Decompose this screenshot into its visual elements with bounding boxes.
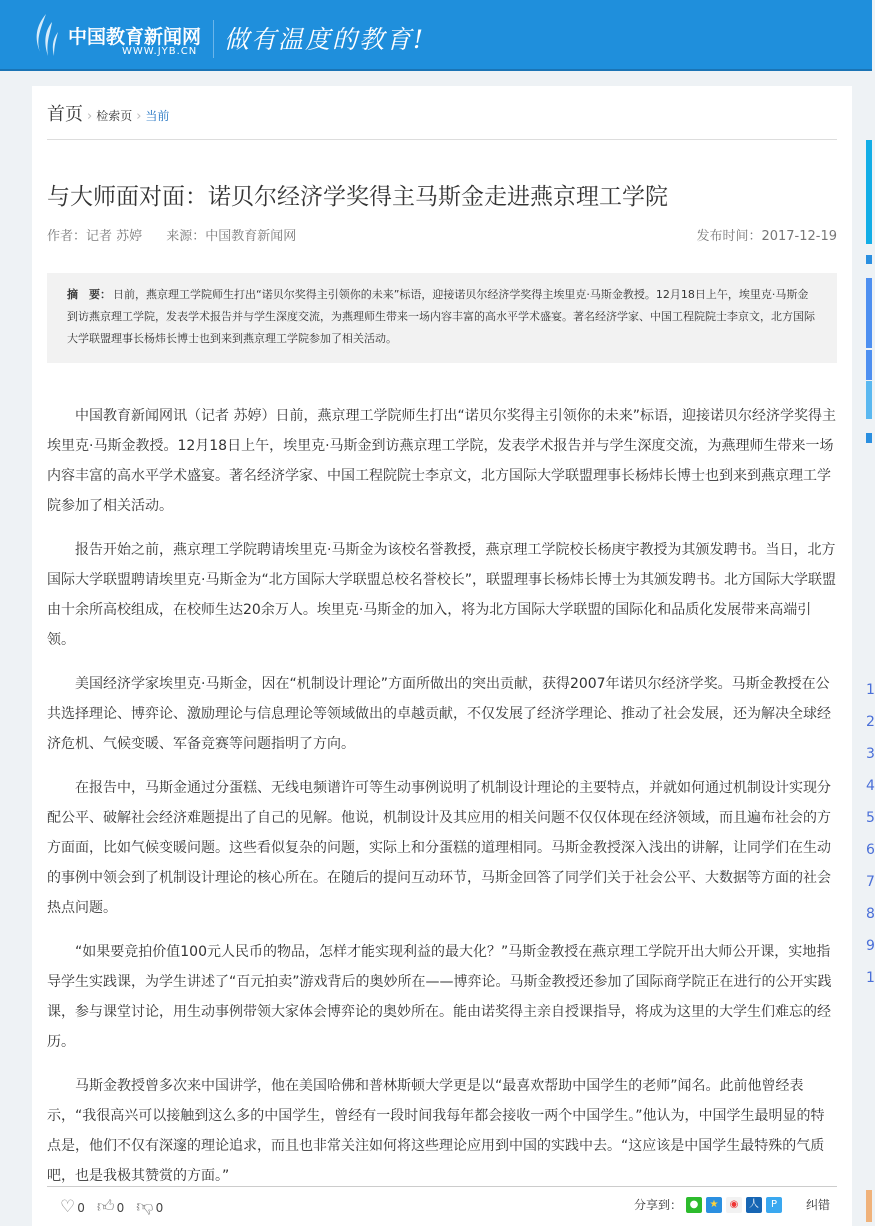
summary-box — [47, 273, 837, 363]
header-divider — [213, 20, 214, 58]
summary-text: 日前，燕京理工学院师生打出“诺贝尔奖得主引领你的未来”标语，迎接诺贝尔经济学奖得主埃里克·马斯金教授。12月18日上午，埃里克·马斯金到访燕京理工学院，发表学术报告并与学生深度交流，为燕理师生带来一场内容丰富的高水平学术盛宴。著名经济学家、中国工程院院士李京文，北方国际大学联盟理事长杨炜长博士也到来到燕京理工学院参加了相关活动。 — [67, 288, 815, 345]
source: 来源：中国教育新闻网 — [166, 229, 297, 244]
breadcrumb-home[interactable]: 首页 — [47, 104, 83, 125]
rank-number[interactable]: 8 — [866, 906, 875, 922]
publish-date: 发布时间：2017-12-19 — [696, 229, 837, 244]
rank-number[interactable]: 7 — [866, 874, 875, 890]
rank-number[interactable]: 1 — [866, 682, 875, 698]
share-bar — [634, 1196, 830, 1213]
site-header — [0, 0, 872, 71]
breadcrumb-search[interactable]: 检索页 — [96, 109, 133, 123]
paragraph: 美国经济学家埃里克·马斯金，因在“机制设计理论”方面所做出的突出贡献，获得2007年诺贝尔经济学奖。马斯金教授在公共选择理论、博弈论、激励理论与信息理论等领域做出的卓越贡献，不仅发展了经济学理论、推动了社会发展，还为解决全球经济危机、气候变暖、军备竞赛等问题指明了方向。 — [47, 676, 831, 752]
divider — [47, 139, 837, 140]
article-body — [47, 401, 837, 1205]
down-count: 0 — [155, 1201, 164, 1215]
thumbs-up-button[interactable] — [97, 1196, 124, 1217]
breadcrumb — [47, 100, 169, 126]
rank-number[interactable]: 1 — [866, 970, 875, 986]
flame-logo-icon — [32, 12, 62, 58]
reaction-bar — [60, 1196, 163, 1217]
logo-text[interactable]: 中国教育新闻网 — [68, 26, 202, 48]
paragraph: 马斯金教授曾多次来中国讲学，他在美国哈佛和普林斯顿大学更是以“最喜欢帮助中国学生的老师”闻名。此前他曾经表示，“我很高兴可以接触到这么多的中国学生，曾经有一段时间我每年都会接收一两个中国学生。”他认为，中国学生最明显的特点是，他们不仅有深邃的理论追求，而且也非常关注如何将这些理论应用到中国的实践中去。“这应该是中国学生最特殊的气质吧，也是我极其赞赏的方面。” — [47, 1078, 825, 1184]
sidebar-banner[interactable] — [866, 140, 872, 244]
right-sidebar — [866, 0, 875, 1222]
article-container — [32, 86, 852, 1226]
breadcrumb-current[interactable]: 当前 — [145, 109, 170, 123]
heart-icon: ♡ — [60, 1196, 76, 1217]
rank-number[interactable]: 3 — [866, 746, 875, 762]
paragraph: “如果要竞拍价值100元人民币的物品，怎样才能实现利益的最大化？”马斯金教授在燕京理工学院开出大师公开课，实地指导学生实践课，为学生讲述了“百元拍卖”游戏背后的奥妙所在——博弈论。马斯金教授还参加了国际商学院正在进行的公开实践课，参与课堂讨论，用生动事例带领大家体会博弈论的奥妙所在。能由诺奖得主亲自授课指导，将成为这里的大学生们难忘的经历。 — [47, 944, 832, 1050]
rank-number[interactable]: 5 — [866, 810, 875, 826]
summary-label: 摘 要： — [67, 288, 111, 301]
sidebar-image[interactable] — [866, 350, 872, 380]
thumbs-down-button[interactable] — [136, 1196, 163, 1217]
article-title: 与大师面对面：诺贝尔经济学奖得主马斯金走进燕京理工学院 — [47, 184, 668, 210]
rank-number[interactable]: 9 — [866, 938, 875, 954]
sidebar-image[interactable] — [866, 1190, 872, 1222]
paragraph: 在报告中，马斯金通过分蛋糕、无线电频谱许可等生动事例说明了机制设计理论的主要特点，并就如何通过机制设计实现分配公平、破解社会经济难题提出了自己的见解。他说，机制设计及其应用的相关问题不仅仅体现在经济领域，而且遍布社会的方方面面，比如气候变暖问题。这些看似复杂的问题，实际上和分蛋糕的道理相同。马斯金教授深入浅出的讲解，让同学们在生动的事例中领会到了机制设计理论的核心所在。在随后的提问互动环节，马斯金回答了同学们关于社会公平、大数据等方面的社会热点问题。 — [47, 780, 831, 916]
share-label: 分享到： — [634, 1198, 683, 1212]
rank-number[interactable]: 4 — [866, 778, 875, 794]
chevron-right-icon: › — [87, 109, 93, 124]
chevron-right-icon: › — [136, 109, 142, 124]
up-count: 0 — [116, 1201, 125, 1215]
sidebar-image[interactable] — [866, 381, 872, 419]
thumbs-up-icon: 👍︎ — [96, 1197, 115, 1217]
sidebar-marker — [866, 255, 872, 264]
thumbs-down-icon: 👎︎ — [136, 1197, 154, 1217]
author: 作者：记者 苏婷 — [47, 229, 143, 244]
rank-number[interactable]: 6 — [866, 842, 875, 858]
renren-icon[interactable]: 人 — [746, 1197, 762, 1213]
sidebar-marker — [866, 433, 872, 443]
qzone-icon[interactable]: ★ — [706, 1197, 722, 1213]
pengyou-icon[interactable]: P — [766, 1197, 782, 1213]
slogan: 做有温度的教育! — [224, 25, 426, 54]
paragraph: 报告开始之前，燕京理工学院聘请埃里克·马斯金为该校名誉教授，燕京理工学院校长杨庚宇教授为其颁发聘书。当日，北方国际大学联盟聘请埃里克·马斯金为“北方国际大学联盟总校名誉校长”，联盟理事长杨炜长博士为其颁发聘书。北方国际大学联盟由十余所高校组成，在校师生达20余万人。埃里克·马斯金的加入，将为北方国际大学联盟的国际化和品质化发展带来高端引领。 — [47, 542, 836, 648]
sidebar-image[interactable] — [866, 278, 872, 348]
article-meta — [47, 225, 837, 244]
wechat-icon[interactable]: ● — [686, 1197, 702, 1213]
like-button[interactable] — [60, 1197, 85, 1217]
divider — [47, 1186, 837, 1187]
like-count: 0 — [77, 1200, 85, 1215]
correction-link[interactable]: 纠错 — [806, 1198, 831, 1212]
paragraph: 中国教育新闻网讯（记者 苏婷）日前，燕京理工学院师生打出“诺贝尔奖得主引领你的未来”标语，迎接诺贝尔经济学奖得主埃里克·马斯金教授。12月18日上午，埃里克·马斯金到访燕京理工学院，发表学术报告并与学生深度交流，为燕理师生带来一场内容丰富的高水平学术盛宴。著名经济学家、中国工程院院士李京文，北方国际大学联盟理事长杨炜长博士也到来到燕京理工学院参加了相关活动。 — [47, 408, 836, 514]
weibo-icon[interactable]: ◉ — [726, 1197, 742, 1213]
logo-url: WWW.JYB.CN — [122, 46, 198, 57]
rank-number[interactable]: 2 — [866, 714, 875, 730]
